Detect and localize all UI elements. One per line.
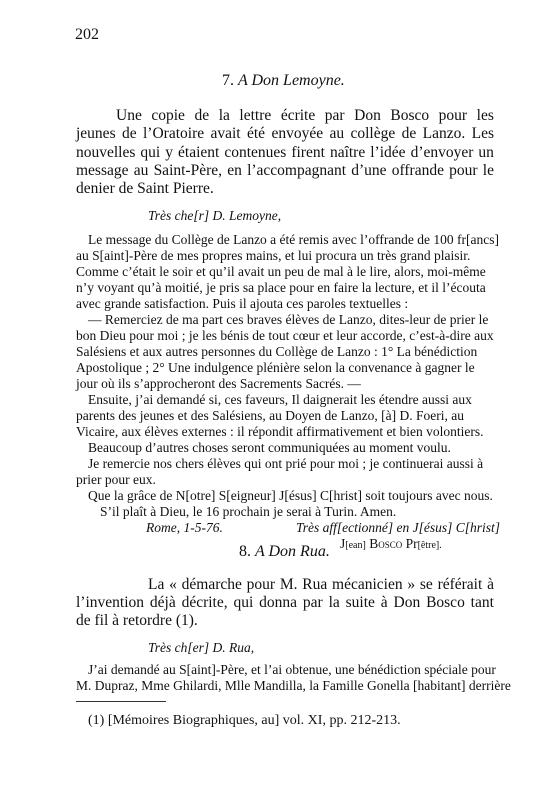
body-line: — Remerciez de ma part ces braves élèves de Lanzo, dites-leur de prier le: [88, 312, 489, 327]
intro-line: de fil à retordre (1).: [76, 612, 198, 629]
footnote-rule: [76, 701, 166, 702]
body-line: S’il plaît à Dieu, le 16 prochain je serai à Turin. Amen.: [100, 504, 397, 519]
section-heading: 8. A Don Rua.: [239, 543, 330, 560]
footnote: (1) [Mémoires Biographiques, au] vol. XI, pp. 212-213.: [88, 713, 401, 728]
signature: J[ean] Bosco Pr[être].: [340, 536, 442, 551]
body-line: prier pour eux.: [76, 472, 156, 487]
letter-salutation: Très ch[er] D. Rua,: [148, 640, 255, 655]
place-date: Rome, 1-5-76.: [146, 520, 223, 535]
body-line: avec grande satisfaction. Puis il ajouta ces paroles textuelles :: [76, 296, 409, 311]
page-number: 202: [75, 26, 99, 43]
intro-line: La « démarche pour M. Rua mécanicien » se référait à: [148, 576, 494, 593]
intro-line: denier de Saint Pierre.: [76, 180, 214, 197]
body-line: Comme c’était le soir et qu’il avait un peu de mal à le lire, alors, moi-même: [76, 264, 486, 279]
intro-line: l’invention déjà décrite, qui donna par la suite à Don Bosco tant: [76, 594, 494, 611]
body-line: au S[aint]-Père de mes propres mains, et lui procura un très grand plaisir.: [76, 248, 471, 263]
body-line: Je remercie nos chers élèves qui ont prié pour moi ; je continuerai aussi à: [88, 456, 484, 471]
body-line: bon Dieu pour moi ; je les bénis de tout cœur et leur accorde, c’est-à-dire aux: [76, 328, 494, 343]
body-line: J’ai demandé au S[aint]-Père, et l’ai obtenue, une bénédiction spéciale pour: [88, 662, 496, 677]
body-line: Que la grâce de N[otre] S[eigneur] J[ésus] C[hrist] soit toujours avec nous.: [88, 488, 493, 503]
body-line: Ensuite, j’ai demandé si, ces faveurs, Il daignerait les étendre aussi aux: [88, 392, 472, 407]
body-line: parents des jeunes et des Salésiens, au Doyen de Lanzo, [à] D. Foeri, au: [76, 408, 464, 423]
body-line: Vicaire, aux élèves externes : il répondit affirmativement et bien volontiers.: [76, 424, 484, 439]
body-line: Salésiens et aux autres personnes du Collège de Lanzo : 1° La bénédiction: [76, 344, 478, 359]
section-heading: 7. A Don Lemoyne.: [222, 72, 345, 89]
letter-salutation: Très che[r] D. Lemoyne,: [148, 208, 282, 223]
intro-line: nouvelles qui y étaient contenues firent naître l’idée d’envoyer un: [76, 144, 494, 161]
body-line: jour où ils s’approcheront des Sacrements Sacrés. —: [76, 376, 361, 391]
body-line: Beaucoup d’autres choses seront communiquées au moment voulu.: [88, 440, 451, 455]
intro-line: Une copie de la lettre écrite par Don Bosco pour les: [116, 107, 494, 124]
intro-line: jeunes de l’Oratoire avait été envoyée au collège de Lanzo. Les: [76, 125, 494, 142]
closing-formula: Très aff[ectionné] en J[ésus] C[hrist]: [296, 520, 501, 535]
body-line: Le message du Collège de Lanzo a été remis avec l’offrande de 100 fr[ancs]: [88, 232, 499, 247]
body-line: n’y voyant qu’à moitié, je pris sa place pour en faire la lecture, et il l’écouta: [76, 280, 486, 295]
intro-line: message au Saint-Père, en l’accompagnant d’une offrande pour le: [76, 162, 494, 179]
body-line: Apostolique ; 2° Une indulgence plénière selon la convenance à gagner le: [76, 360, 475, 375]
body-line: M. Dupraz, Mme Ghilardi, Mlle Mandilla, la Famille Gonella [habitant] derrière: [76, 678, 511, 693]
